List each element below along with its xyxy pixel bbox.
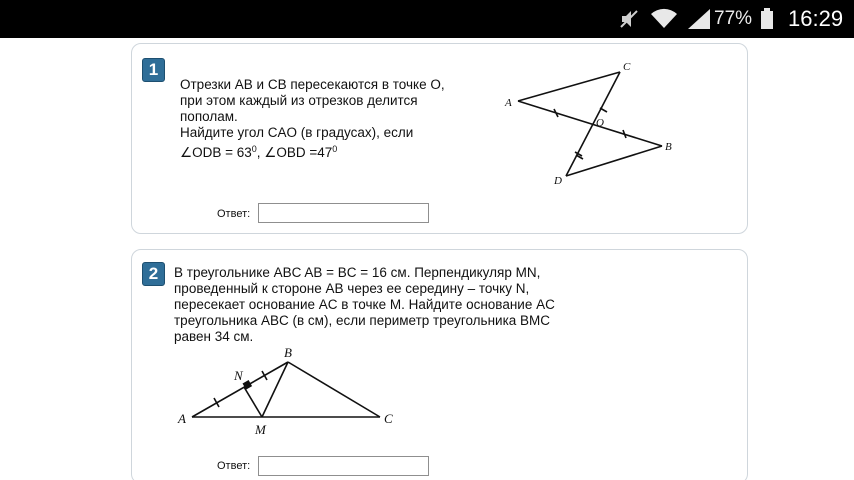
degree-mark: 0 (251, 144, 257, 154)
task-text-line: Отрезки AB и CB пересекаются в точке O, (180, 77, 445, 92)
point-label-m: M (255, 422, 266, 437)
task-number-badge: 1 (142, 58, 165, 82)
answer-input[interactable] (258, 203, 429, 223)
point-label-o: O (596, 117, 604, 129)
task-text (180, 77, 492, 161)
point-label-n: N (234, 368, 243, 383)
task-text-line: Найдите угол CAO (в градусах), если (180, 125, 414, 140)
task-text-line: проведенный к стороне AB через ее середину – точку N, (174, 281, 530, 296)
point-label-c: C (384, 411, 393, 426)
task-text-line: пересекает основание AC в точке M. Найдите основание AC (174, 297, 555, 312)
mute-icon (618, 8, 642, 35)
answer-label: Ответ: (217, 460, 251, 472)
wifi-icon (650, 8, 678, 35)
task-conditions (180, 141, 492, 161)
point-label-c: C (623, 61, 631, 73)
task-number-badge: 2 (142, 262, 165, 286)
task-text-line: В треугольнике ABC AB = BC = 16 см. Перпендикуляр MN, (174, 265, 541, 280)
point-label-a: A (505, 97, 512, 109)
status-bar (0, 0, 854, 38)
angle-odb: ∠ODB = 63 (180, 145, 252, 160)
signal-icon (686, 8, 712, 35)
geometry-figure-2 (162, 335, 402, 440)
answer-input[interactable] (258, 456, 429, 476)
point-label-b: B (284, 345, 292, 360)
degree-mark: 0 (332, 144, 338, 154)
task-card-2 (131, 249, 748, 480)
task-text-line: треугольника ABC (в см), если периметр треугольника BMC (174, 313, 551, 328)
task-text-line: равен 34 см. (174, 329, 254, 344)
point-label-d: D (554, 175, 562, 187)
task-text-line: пополам. (180, 109, 238, 124)
task-card-1 (131, 43, 748, 234)
point-label-b: B (665, 141, 672, 153)
clock: 16:29 (788, 6, 844, 31)
battery-percent: 77% (714, 8, 753, 29)
answer-label: Ответ: (217, 208, 251, 220)
geometry-figure-1 (492, 54, 682, 194)
task-text (174, 265, 619, 345)
battery-icon (760, 8, 774, 35)
point-label-a: A (178, 411, 186, 426)
angle-obd: , ∠OBD =47 (256, 145, 333, 160)
task-text-line: при этом каждый из отрезков делится (180, 93, 418, 108)
